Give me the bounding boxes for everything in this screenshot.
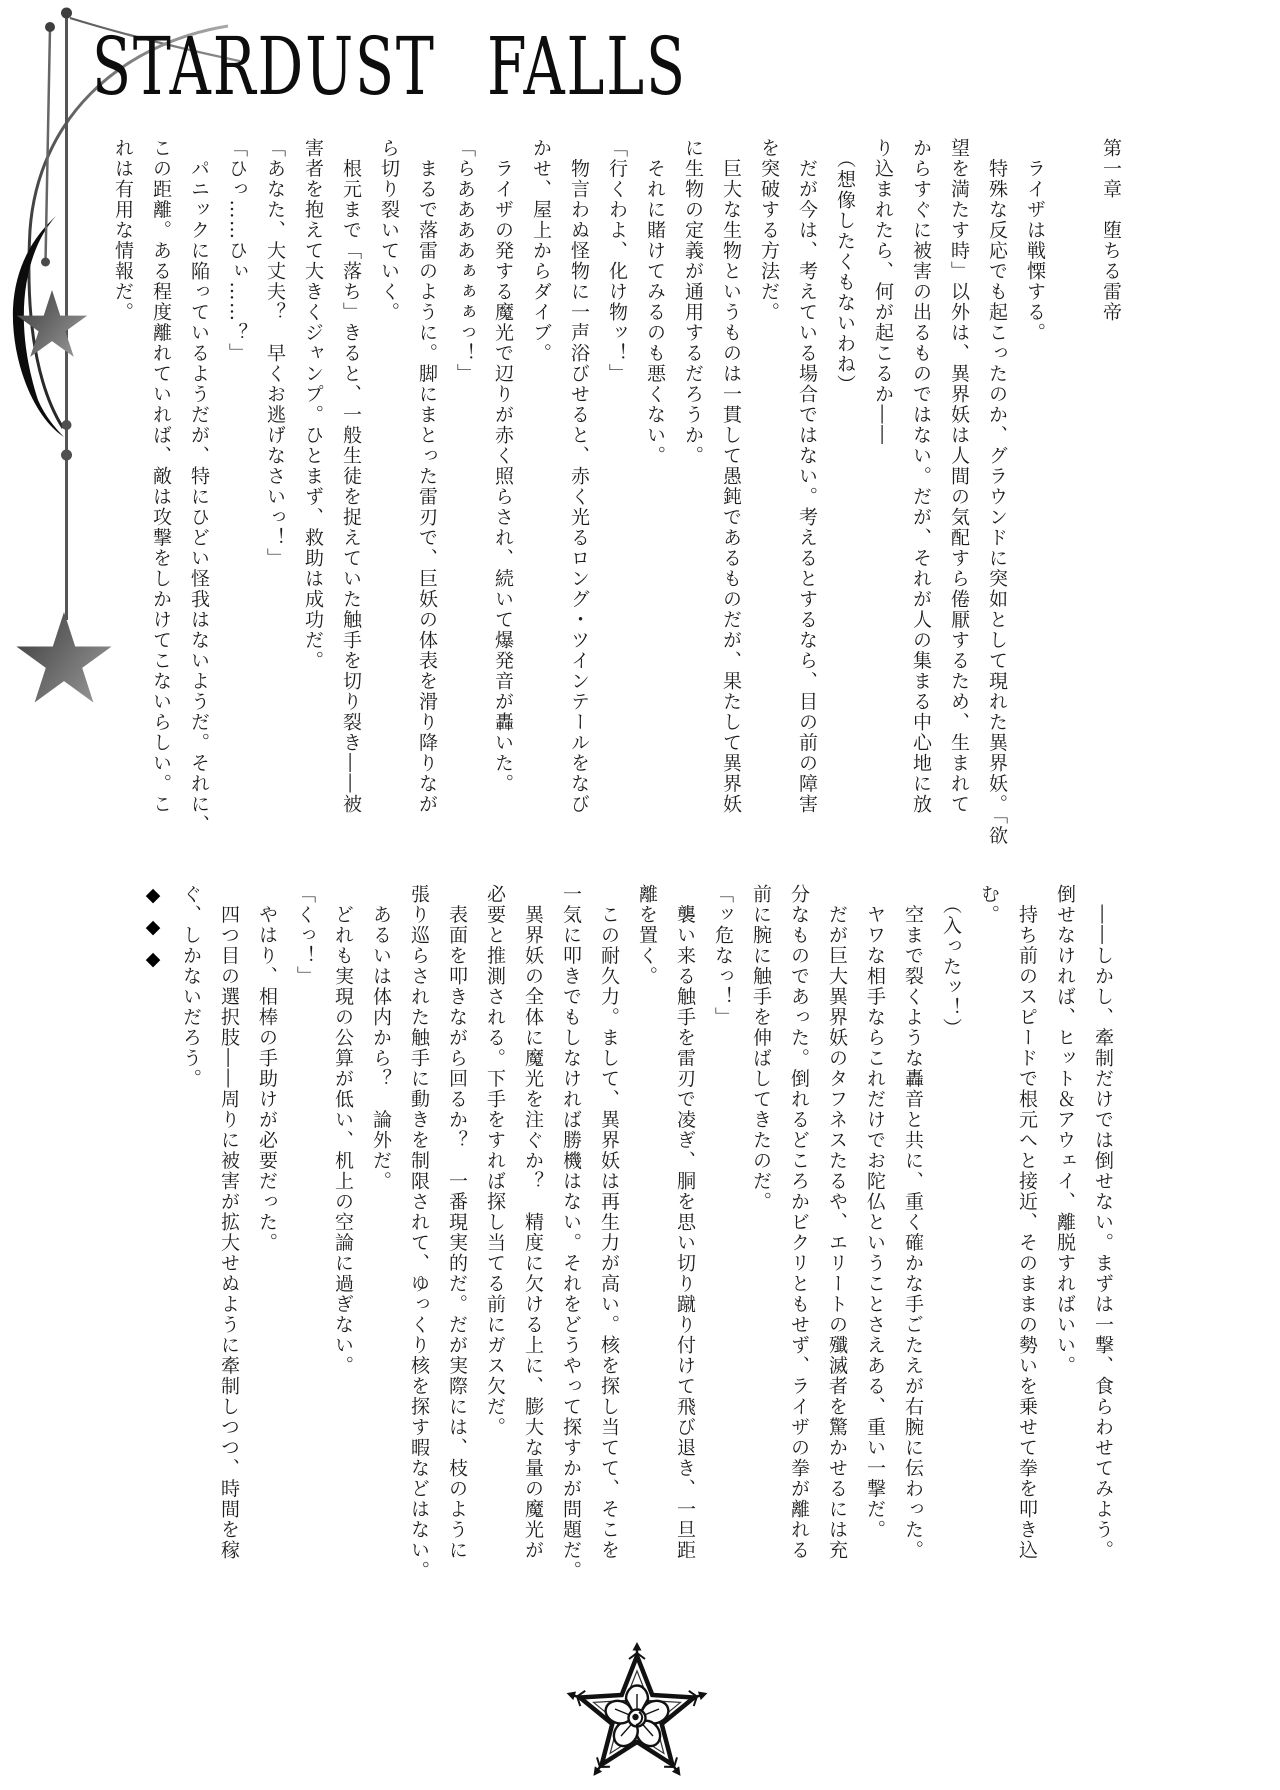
text-line: 張り巡らされた触手に動きを制限されて、ゆっくり核を探す暇などはない。: [408, 884, 430, 1581]
text-line: （想像したくもないわね）: [834, 138, 856, 395]
text-line: 「くっ！」: [294, 884, 316, 987]
text-line: だが巨大異界妖のタフネスたるや、エリートの殲滅者を驚かせるには充: [826, 884, 848, 1561]
ornament-star-icon: [560, 1638, 714, 1790]
text-line: ぐ、しかないだろう。: [180, 884, 202, 1089]
text-line: ら切り裂いていく。: [378, 138, 400, 323]
pin-bead: [61, 450, 72, 461]
text-line: む。: [978, 884, 1000, 925]
text-line: （入ったッ！）: [940, 884, 962, 1039]
text-line: 持ち前のスピードで根元へと接近、そのままの勢いを乗せて拳を叩き込: [1016, 884, 1038, 1561]
logo-title: STARDUST FALLS: [92, 20, 687, 114]
text-line: 分なものであった。倒れるどころかビクリともせず、ライザの拳が離れる: [788, 884, 810, 1561]
text-line: 「あなた、大丈夫？ 早くお逃げなさいっ！」: [264, 138, 286, 569]
star-icon-large: [16, 612, 111, 703]
column-gap: [1054, 138, 1092, 856]
text-line: だが今は、考えている場合ではない。考えるとするなら、目の前の障害: [796, 138, 818, 815]
text-line: 前に腕に触手を伸ばしてきたのだ。: [750, 884, 772, 1212]
text-line: かせ、屋上からダイブ。: [530, 138, 552, 364]
text-block-1: [104, 138, 1130, 856]
text-line: 離を置く。: [636, 884, 658, 987]
text-line: やはり、相棒の手助けが必要だった。: [256, 884, 278, 1253]
text-line: それに賭けてみるのも悪くない。: [644, 138, 666, 466]
text-line: れは有用な情報だ。: [112, 138, 134, 323]
pin-head: [45, 22, 55, 32]
pin-bead: [62, 420, 72, 430]
text-line: 必要と推測される。下手をすれば探し当てる前にガス欠だ。: [484, 884, 506, 1438]
text-line: 「行くわよ、化け物ッ！」: [606, 138, 628, 384]
text-line: 襲い来る触手を雷刃で凌ぎ、胴を思い切り蹴り付けて飛び退き、一旦距: [674, 884, 696, 1561]
text-line: この耐久力。まして、異界妖は再生力が高い。核を探し当てて、そこを: [598, 884, 620, 1561]
text-line: からすぐに被害の出るものではない。だが、それが人の集まる中心地に放: [910, 138, 932, 815]
text-line: まるで落雷のように。脚にまとった雷刃で、巨妖の体表を滑り降りなが: [416, 138, 438, 815]
text-line: 害者を抱えて大きくジャンプ。ひとまず、救助は成功だ。: [302, 138, 324, 671]
text-line: 四つ目の選択肢――周りに被害が拡大せぬように牽制しつつ、時間を稼: [218, 884, 240, 1561]
text-line: 表面を叩きながら回るか？ 一番現実的だ。だが実際には、枝のように: [446, 884, 468, 1561]
text-line: 空まで裂くような轟音と共に、重く確かな手ごたえが右腕に伝わった。: [902, 884, 924, 1561]
text-line: この距離。ある程度離れていれば、敵は攻撃をしかけてこないらしい。こ: [150, 138, 172, 815]
text-line: 特殊な反応でも起こったのか、グラウンドに突如として現れた異界妖。「欲: [986, 138, 1008, 846]
text-line: ――しかし、牽制だけでは倒せない。まずは一撃、食らわせてみよう。: [1092, 884, 1114, 1561]
text-line: 望を満たす時」以外は、異界妖は人間の気配すら倦厭するため、生まれて: [948, 138, 970, 815]
text-line: 根元まで「落ち」きると、一般生徒を捉えていた触手を切り裂き――被: [340, 138, 362, 815]
text-line: に生物の定義が通用するだろうか。: [682, 138, 704, 466]
pin-line-short: [46, 28, 51, 262]
text-block-2: [134, 884, 1122, 1604]
text-line: 一気に叩きでもしなければ勝機はない。それをどうやって探すかが問題だ。: [560, 884, 582, 1581]
text-line: 「らああああぁぁぁっ！」: [454, 138, 476, 384]
text-line: どれも実現の公算が低い、机上の空論に過ぎない。: [332, 884, 354, 1376]
text-line: 「ひっ……ひぃ……？」: [226, 138, 248, 364]
text-line: ライザの発する魔光で辺りが赤く照らされ、続いて爆発音が轟いた。: [492, 138, 514, 794]
pin-bead: [41, 258, 50, 267]
text-line: ヤワな相手ならこれだけでお陀仏ということさえある、重い一撃だ。: [864, 884, 886, 1540]
text-line: 巨大な生物というものは一貫して愚鈍であるものだが、果たして異界妖: [720, 138, 742, 815]
text-line: 物言わぬ怪物に一声浴びせると、赤く光るロング・ツインテールをなび: [568, 138, 590, 815]
star-icon-small: [17, 290, 87, 357]
text-line: を突破する方法だ。: [758, 138, 780, 323]
text-line: り込まれたら、何が起こるか――: [872, 138, 894, 446]
text-line: 倒せなければ、ヒット＆アウェイ、離脱すればいい。: [1054, 884, 1076, 1376]
text-line: 「ッ危なっ！」: [712, 884, 734, 1028]
text-line: パニックに陥っているようだが、特にひどい怪我はないようだ。それに、: [188, 138, 210, 835]
text-line: あるいは体内から？ 論外だ。: [370, 884, 392, 1192]
chapter-heading: 第一章 堕ちる雷帝: [1100, 138, 1122, 323]
pin-head: [61, 8, 72, 19]
text-line: ライザは戦慄する。: [1024, 138, 1046, 343]
diamonds-divider: ◆◆◆: [142, 884, 164, 980]
text-line: 異界妖の全体に魔光を注ぐか？ 精度に欠ける上に、膨大な量の魔光が: [522, 884, 544, 1561]
